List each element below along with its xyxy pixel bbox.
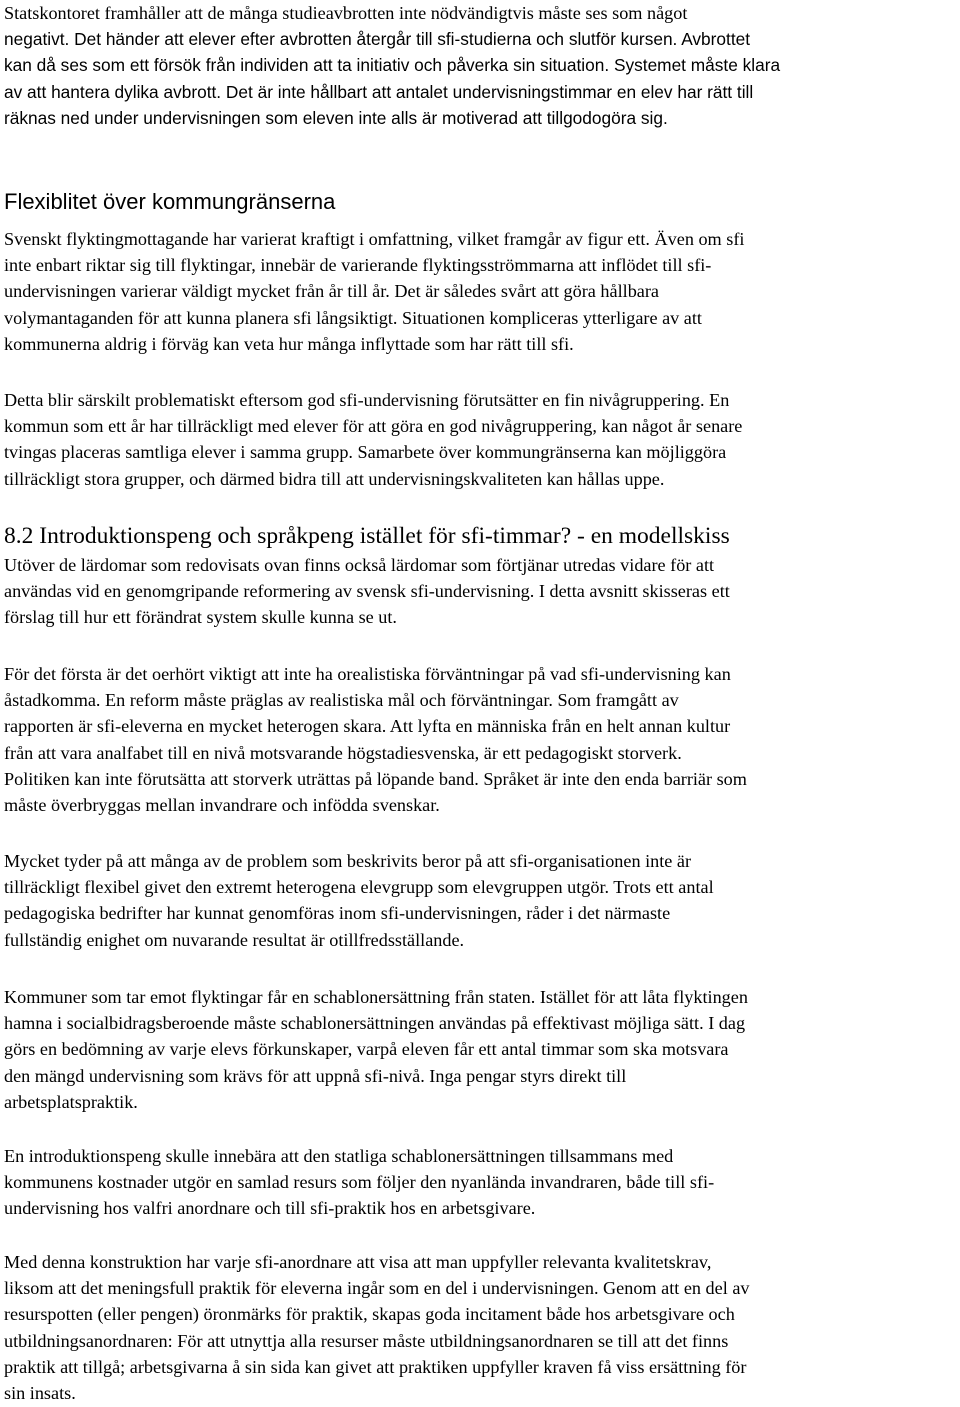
paragraph-line: kommunens kostnader utgör en samlad resurs som följer den nyanlända invandraren, både till sfi- [4,1172,715,1193]
intro-line: Statskontoret framhåller att de många studieavbrotten inte nödvändigtvis måste ses som något [4,3,688,23]
paragraph [4,387,742,492]
paragraph [4,226,744,357]
paragraph-line: måste överbryggas mellan invandrare och infödda svenskar. [4,795,440,816]
paragraph [4,984,748,1115]
intro-paragraph [4,0,780,131]
paragraph-line: En introduktionspeng skulle innebära att den statliga schablonersättningen tillsammans med [4,1146,674,1166]
paragraph-line: volymantaganden för att kunna planera sfi långsiktigt. Situationen kompliceras ytterligare av att [4,307,702,328]
paragraph-line: åstadkomma. En reform måste präglas av realistiska mål och förväntningar. Som framgått av [4,690,679,711]
section-heading: Flexiblitet över kommungränserna [4,189,336,214]
paragraph-line: Svenskt flyktingmottagande har varierat kraftigt i omfattning, vilket framgår av figur ett. Även om sfi [4,229,745,249]
paragraph-line: förslag till hur ett förändrat system skulle kunna se ut. [4,607,397,628]
paragraph-line: från att vara analfabet till en nivå motsvarande högstadiesvenska, är ett pedagogiskt storverk. [4,742,682,763]
paragraph-line: praktik att tillgå; arbetsgivarna å sin sida kan givet att praktiken uppfyller kraven få viss ersättning för [4,1356,747,1377]
paragraph-line: Politiken kan inte förutsätta att storverk uträttas på löpande band. Språket är inte den enda barriär som [4,768,747,789]
paragraph-line: För det första är det oerhört viktigt att inte ha orealistiska förväntningar på vad sfi-undervisning kan [4,664,731,684]
paragraph-line: liksom att det meningsfull praktik för eleverna ingår som en del i undervisningen. Genom att en del av [4,1278,750,1299]
paragraph-line: hamna i socialbidragsberoende måste schablonersättningen användas på effektivast möjliga sätt. I dag [4,1013,746,1034]
paragraph-line: utbildningsanordnaren: För att utnyttja alla resurser måste utbildningsanordnaren se till att det finns [4,1330,729,1351]
paragraph-line: tvingas placeras samtliga elever i samma grupp. Samarbete över kommungränserna kan möjliggöra [4,442,727,463]
paragraph [4,1143,714,1222]
paragraph-line: pedagogiska bedrifter har kunnat genomföras inom sfi-undervisningen, råder i det närmaste [4,903,671,924]
intro-line: kan då ses som ett försök från individen att ta initiativ och påverka sin situation. Systemet måste klara [4,55,781,76]
paragraph-line: tillräckligt flexibel givet den extremt heterogena elevgrupp som elevgruppen utgör. Trots ett antal [4,877,714,898]
paragraph-line: resurspotten (eller pengen) öronmärks för praktik, skapas goda incitament både hos arbetsgivare och [4,1304,735,1325]
paragraph-line: undervisningen varierar väldigt mycket från år till år. Det är således svårt att göra hållbara [4,281,659,302]
paragraph [4,848,714,953]
paragraph [4,661,747,818]
paragraph-line: Kommuner som tar emot flyktingar får en schablonersättning från staten. Istället för att låta flyktingen [4,987,748,1007]
paragraph-line: arbetsplatspraktik. [4,1091,138,1112]
paragraph-line: användas vid en genomgripande reformering av svensk sfi-undervisning. I detta avsnitt skisseras ett [4,581,730,602]
paragraph-line: rapporten är sfi-eleverna en mycket heterogen skara. Att lyfta en människa från en helt annan kultur [4,716,731,737]
paragraph-line: kommunerna aldrig i förväg kan veta hur många inflyttade som har rätt till sfi. [4,333,574,354]
paragraph [4,1249,750,1406]
section-heading: 8.2 Introduktionspeng och språkpeng istället för sfi-timmar? - en modellskiss [4,523,730,549]
intro-line: negativt. Det händer att elever efter avbrotten återgår till sfi-studierna och slutför kursen. Avbrottet [4,29,751,50]
paragraph-line: görs en bedömning av varje elevs förkunskaper, varpå eleven får ett antal timmar som ska motsvara [4,1039,729,1060]
paragraph-line: fullständig enighet om nuvarande resultat är otillfredsställande. [4,929,465,950]
paragraph-line: den mängd undervisning som krävs för att uppnå sfi-nivå. Inga pengar styrs direkt till [4,1065,627,1086]
intro-line: räknas ned under undervisningen som eleven inte alls är motiverad att tillgodogöra sig. [4,107,668,128]
paragraph-line: Med denna konstruktion har varje sfi-anordnare att visa att man uppfyller relevanta kvalitetskrav, [4,1252,712,1272]
intro-line: av att hantera dylika avbrott. Det är inte hållbart att antalet undervisningstimmar en elev har rätt till [4,81,754,102]
paragraph-line: kommun som ett år har tillräckligt med elever för att göra en god nivågruppering, kan något år senare [4,416,743,437]
paragraph-line: sin insats. [4,1383,76,1404]
paragraph-line: Detta blir särskilt problematiskt eftersom god sfi-undervisning förutsätter en fin nivågruppering. En [4,390,730,410]
paragraph-line: Mycket tyder på att många av de problem som beskrivits beror på att sfi-organisationen inte är [4,851,692,871]
paragraph-line: undervisning hos valfri anordnare och till sfi-praktik hos en arbetsgivare. [4,1198,536,1219]
paragraph-line: Utöver de lärdomar som redovisats ovan finns också lärdomar som förtjänar utredas vidare för att [4,555,715,575]
paragraph-line: tillräckligt stora grupper, och därmed bidra till att undervisningskvaliteten kan hållas uppe. [4,468,665,489]
paragraph [4,552,730,631]
paragraph-line: inte enbart riktar sig till flyktingar, innebär de varierande flyktingsströmmarna att inflödet till sfi- [4,255,712,276]
